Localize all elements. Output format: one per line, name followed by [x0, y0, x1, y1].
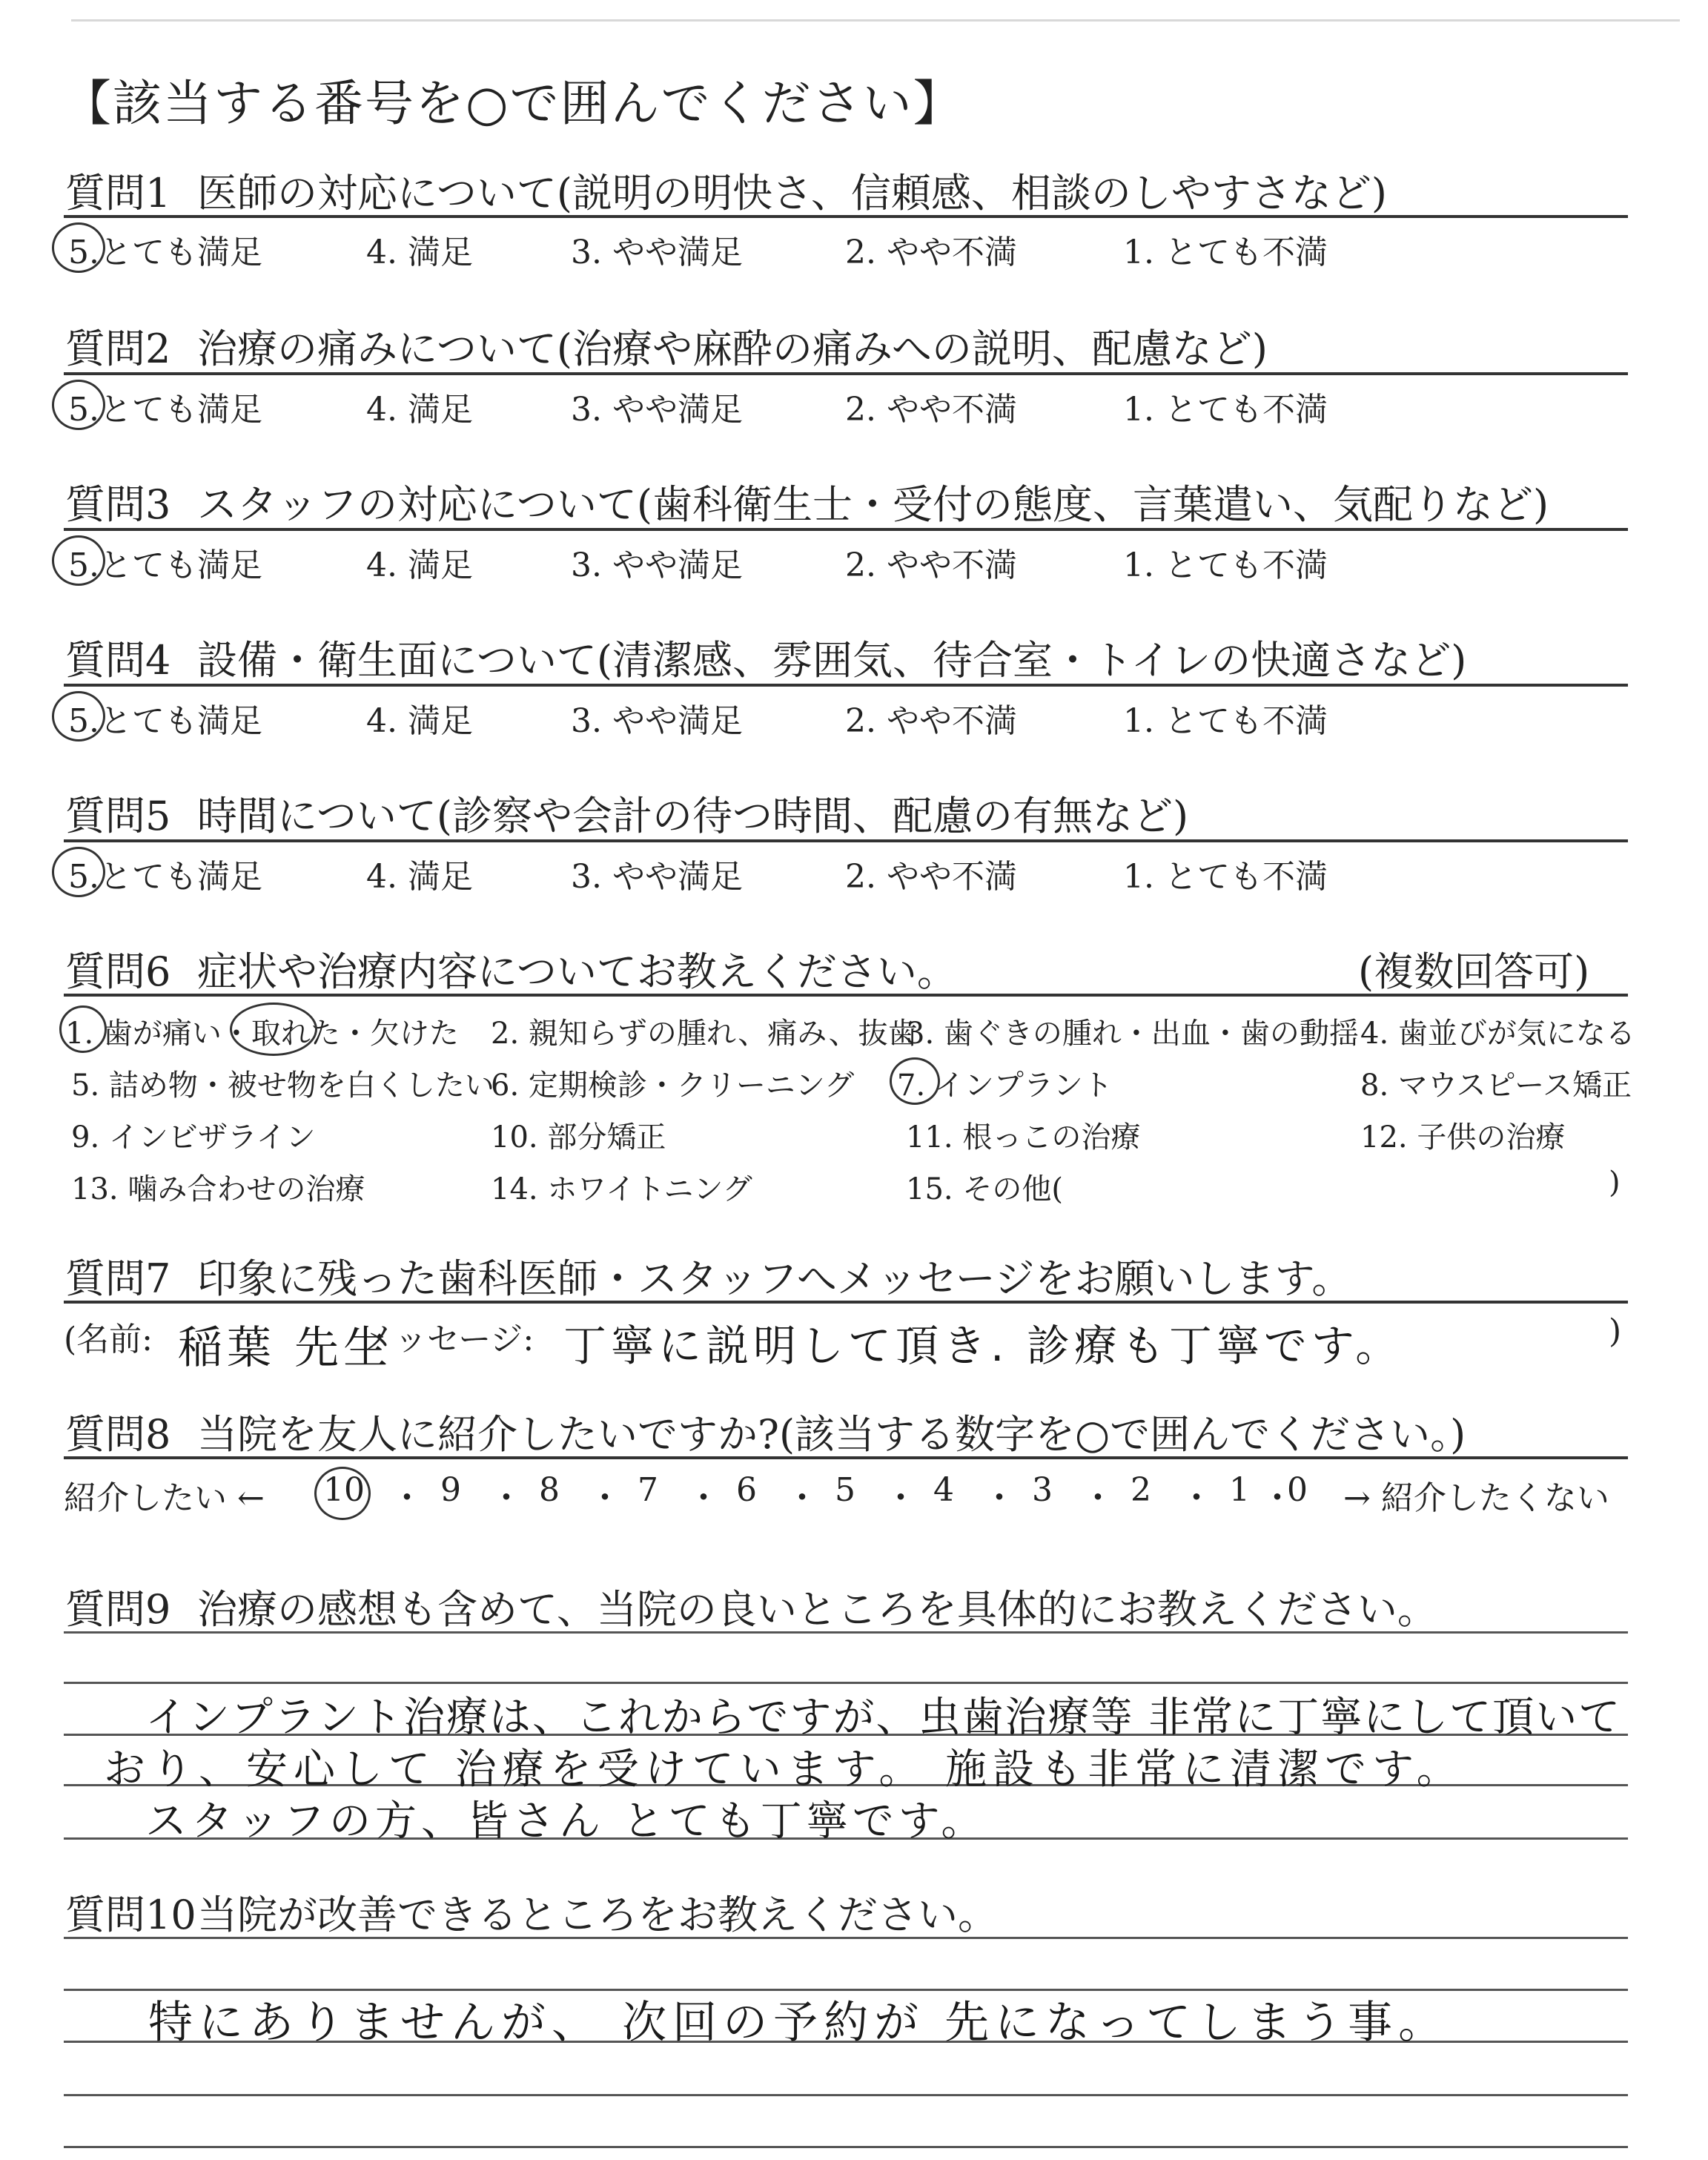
scale-value-6[interactable]: 6: [736, 1471, 757, 1509]
option-3[interactable]: 3. やや満足: [571, 702, 743, 740]
scale-value-1[interactable]: 1: [1229, 1471, 1250, 1509]
name-label: (名前:: [64, 1321, 153, 1358]
option-1[interactable]: 1. とても不満: [1123, 234, 1328, 271]
option-3[interactable]: 3. やや満足: [571, 234, 743, 271]
scale-separator: ・: [982, 1478, 1016, 1518]
selected-circle-mark: [890, 1057, 940, 1105]
option-4[interactable]: 4. 満足: [366, 234, 473, 271]
question-text: 治療の感想も含めて、当院の良いところを具体的にお教えください。: [197, 1586, 1437, 1633]
option-2[interactable]: 2. やや不満: [845, 234, 1017, 271]
scale-value-3[interactable]: 3: [1032, 1471, 1053, 1509]
message-handwritten: 丁寧に説明して頂き. 診療も丁寧です。: [563, 1321, 1403, 1371]
other-close-paren: ): [1609, 1166, 1621, 1200]
option-4[interactable]: 4. 満足: [366, 702, 473, 740]
treatment-option-5[interactable]: 5. 詰め物・被せ物を白くしたい: [71, 1069, 494, 1103]
scale-value-7[interactable]: 7: [638, 1471, 658, 1509]
page-title: 【該当する番号を○で囲んでください】: [62, 75, 964, 132]
scale-value-10[interactable]: 10: [323, 1471, 365, 1509]
scale-separator: ・: [1260, 1478, 1294, 1518]
option-4[interactable]: 4. 満足: [366, 391, 473, 429]
scale-separator: ・: [489, 1478, 523, 1518]
question-text: 治療の痛みについて(治療や麻酔の痛みへの説明、配慮など): [197, 326, 1268, 372]
option-1[interactable]: 1. とても不満: [1123, 546, 1328, 584]
treatment-option-10[interactable]: 10. 部分矯正: [491, 1120, 666, 1155]
question-label: 質問5: [65, 793, 171, 839]
question-label: 質問8: [65, 1411, 171, 1458]
treatment-option-12[interactable]: 12. 子供の治療: [1360, 1120, 1566, 1155]
treatment-option-3[interactable]: 3. 歯ぐきの腫れ・出血・歯の動揺: [906, 1017, 1359, 1051]
question-2-heading: [65, 317, 1268, 374]
question-rule: [64, 839, 1628, 842]
option-5[interactable]: 5.とても満足: [68, 858, 262, 896]
treatment-option-2[interactable]: 2. 親知らずの腫れ、痛み、抜歯: [491, 1017, 918, 1051]
treatment-option-15[interactable]: 15. その他(: [906, 1172, 1063, 1206]
scale-separator: ・: [1179, 1478, 1214, 1518]
writing-line: [64, 1682, 1628, 1684]
question-6-heading: [65, 940, 957, 997]
scale-separator: ・: [588, 1478, 622, 1518]
question-label: 質問4: [65, 637, 171, 684]
question-text: 印象に残った歯科医師・スタッフへメッセージをお願いします。: [197, 1255, 1352, 1302]
writing-line: [64, 1937, 1628, 1939]
message-label: メッセージ:: [362, 1321, 534, 1358]
scale-right-label: → 紹介したくない: [1343, 1479, 1609, 1517]
writing-line: [64, 2146, 1628, 2148]
question-9-heading: [65, 1578, 1437, 1635]
scale-separator: ・: [785, 1478, 819, 1518]
treatment-option-14[interactable]: 14. ホワイトニング: [491, 1172, 752, 1206]
scale-value-4[interactable]: 4: [933, 1471, 954, 1509]
question-rule: [64, 372, 1628, 375]
treatment-option-9[interactable]: 9. インビザライン: [71, 1120, 316, 1155]
scale-value-2[interactable]: 2: [1131, 1471, 1151, 1509]
question-4-heading: [65, 629, 1466, 686]
option-5[interactable]: 5.とても満足: [68, 391, 262, 429]
treatment-option-13[interactable]: 13. 噛み合わせの治療: [71, 1172, 365, 1206]
option-2[interactable]: 2. やや不満: [845, 546, 1017, 584]
option-2[interactable]: 2. やや不満: [845, 391, 1017, 429]
option-1[interactable]: 1. とても不満: [1123, 391, 1328, 429]
question-label: 質問2: [65, 326, 171, 372]
question-rule: [64, 684, 1628, 687]
question-rule: [64, 215, 1628, 218]
answer-line-2: おり、安心して 治療を受けています。 施設も非常に清潔です。: [104, 1745, 1464, 1794]
option-1[interactable]: 1. とても不満: [1123, 858, 1328, 896]
question-rule: [64, 1301, 1628, 1304]
selected-circle-mark: [230, 1003, 317, 1056]
option-3[interactable]: 3. やや満足: [571, 546, 743, 584]
question-10-heading: [65, 1883, 998, 1941]
treatment-option-7[interactable]: 7. インプラント: [897, 1069, 1113, 1103]
treatment-option-6[interactable]: 6. 定期検診・クリーニング: [491, 1069, 855, 1103]
question-1-heading: [65, 162, 1387, 219]
scale-value-5[interactable]: 5: [835, 1471, 855, 1509]
treatment-option-8[interactable]: 8. マウスピース矯正: [1360, 1069, 1632, 1103]
option-3[interactable]: 3. やや満足: [571, 391, 743, 429]
question-label: 質問7: [65, 1255, 171, 1302]
question-text: 当院が改善できるところをお教えください。: [197, 1892, 998, 1938]
question-8-heading: [65, 1403, 1466, 1460]
question-text: 医師の対応について(説明の明快さ、信頼感、相談のしやすさなど): [197, 170, 1387, 217]
answer-line-1: 特にありませんが、 次回の予約が 先になってしまう事。: [148, 1997, 1449, 2049]
top-border: [71, 19, 1680, 22]
option-4[interactable]: 4. 満足: [366, 546, 473, 584]
selected-circle-mark: [52, 535, 105, 586]
option-5[interactable]: 5.とても満足: [68, 702, 262, 740]
selected-circle-mark: [52, 222, 105, 273]
scale-separator: ・: [686, 1478, 721, 1518]
question-text: スタッフの対応について(歯科衛生士・受付の態度、言葉遣い、気配りなど): [197, 481, 1549, 528]
question-label: 質問9: [65, 1586, 171, 1633]
multiple-answers-note: (複数回答可): [1358, 948, 1590, 995]
question-3-heading: [65, 473, 1549, 530]
option-2[interactable]: 2. やや不満: [845, 858, 1017, 896]
treatment-option-11[interactable]: 11. 根っこの治療: [906, 1120, 1141, 1155]
option-5[interactable]: 5.とても満足: [68, 546, 262, 584]
question-label: 質問10: [65, 1892, 196, 1938]
selected-circle-mark: [314, 1467, 371, 1520]
question-label: 質問6: [65, 948, 171, 995]
answer-line-1: インプラント治療は、これからですが、虫歯治療等 非常に丁寧にして頂いて: [145, 1694, 1622, 1742]
question-5-heading: [65, 785, 1188, 842]
scale-separator: ・: [1081, 1478, 1115, 1518]
question-rule: [64, 994, 1628, 997]
scale-separator: ・: [884, 1478, 918, 1518]
treatment-option-1[interactable]: 1. 歯が痛い・取れた・欠けた: [65, 1017, 459, 1051]
message-close-paren: ): [1609, 1312, 1622, 1350]
selected-circle-mark: [52, 691, 105, 742]
question-text: 設備・衛生面について(清潔感、雰囲気、待合室・トイレの快適さなど): [197, 637, 1467, 684]
question-rule: [64, 528, 1628, 531]
option-4[interactable]: 4. 満足: [366, 858, 473, 896]
question-text: 時間について(診察や会計の待つ時間、配慮の有無など): [197, 793, 1189, 839]
scale-value-9[interactable]: 9: [440, 1471, 461, 1509]
option-3[interactable]: 3. やや満足: [571, 858, 743, 896]
question-label: 質問3: [65, 481, 171, 528]
treatment-option-4[interactable]: 4. 歯並びが気になる: [1360, 1017, 1635, 1051]
scale-value-8[interactable]: 8: [539, 1471, 560, 1509]
scale-left-label: 紹介したい ←: [64, 1479, 265, 1517]
question-text: 症状や治療内容についてお教えください。: [197, 948, 957, 995]
writing-line: [64, 2094, 1628, 2096]
writing-line: [64, 1631, 1628, 1634]
question-text: 当院を友人に紹介したいですか?(該当する数字を○で囲んでください。): [197, 1411, 1466, 1458]
scale-value-0[interactable]: 0: [1287, 1471, 1308, 1509]
selected-circle-mark: [59, 1005, 107, 1053]
option-5[interactable]: 5.とても満足: [68, 234, 262, 271]
name-handwritten: 稲葉 先生: [178, 1322, 393, 1374]
option-1[interactable]: 1. とても不満: [1123, 702, 1328, 740]
question-7-heading: [65, 1247, 1351, 1304]
question-label: 質問1: [65, 170, 171, 217]
selected-circle-mark: [52, 380, 105, 430]
selected-circle-mark: [52, 847, 105, 897]
scale-separator: ・: [390, 1478, 424, 1518]
question-rule: [64, 1456, 1628, 1459]
option-2[interactable]: 2. やや不満: [845, 702, 1017, 740]
answer-line-3: スタッフの方、皆さん とても丁寧です。: [145, 1797, 987, 1846]
